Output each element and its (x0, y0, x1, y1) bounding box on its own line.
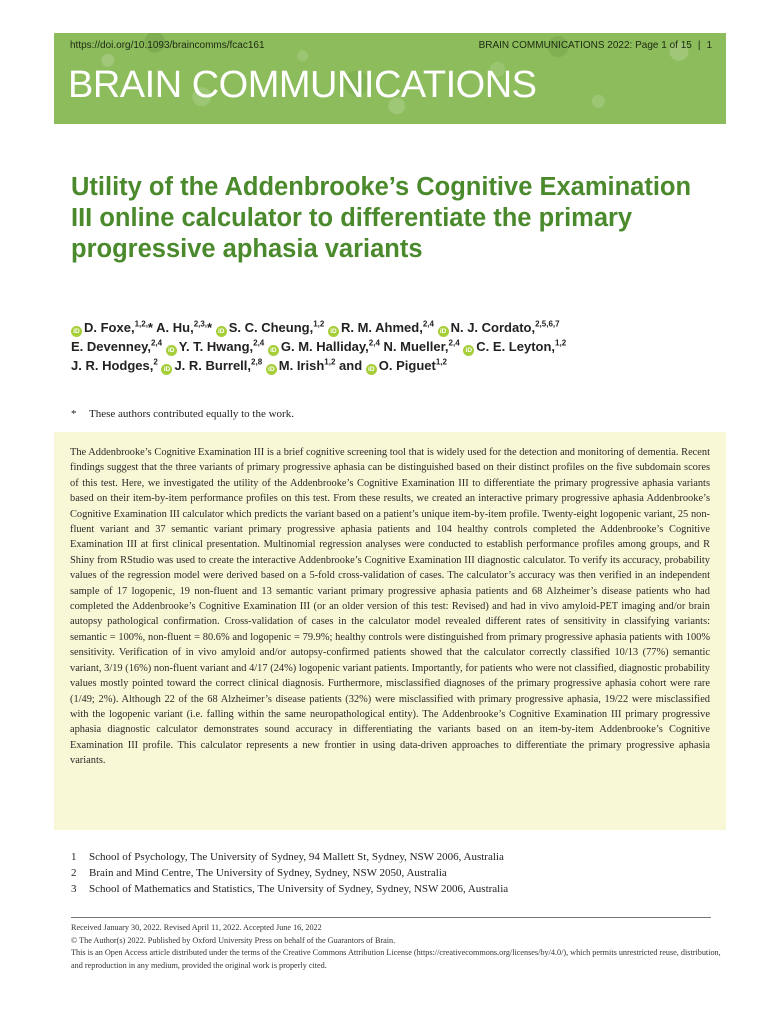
affiliation-item (71, 865, 711, 881)
author-affiliation: 2,4 (150, 338, 163, 348)
author-name: R. M. Ahmed, (340, 320, 423, 335)
affiliation-text: Brain and Mind Centre, The University of Sydney, Sydney, NSW 2050, Australia (89, 867, 447, 879)
author-marker: * (207, 320, 213, 335)
affiliation-item (71, 881, 711, 897)
header-separator: | (697, 40, 701, 51)
orcid-icon[interactable]: iD (166, 345, 177, 356)
article-title: Utility of the Addenbrooke’s Cognitive Examination III online calculator to differentiate the primary progressive aphasia variants (71, 173, 692, 263)
affiliation-number: 1 (71, 851, 77, 863)
author-entry (156, 320, 212, 335)
author-name: J. R. Burrell, (174, 358, 252, 373)
orcid-icon[interactable]: iD (216, 326, 227, 337)
affiliation-text: School of Psychology, The University of Sydney, 94 Mallett St, Sydney, NSW 2006, Australia (89, 851, 504, 863)
author-entry (166, 339, 265, 354)
journal-title: BRAIN COMMUNICATIONS (68, 64, 537, 106)
footer-divider (71, 917, 711, 918)
author-affiliation: 2,4 (448, 338, 460, 348)
orcid-icon[interactable]: iD (71, 326, 82, 337)
author-name: N. J. Cordato, (450, 320, 536, 335)
orcid-icon[interactable]: iD (463, 345, 474, 356)
author-affiliation: 2,8 (251, 357, 263, 367)
author-name: M. Irish (278, 358, 325, 373)
author-name: N. Mueller, (383, 339, 449, 354)
author-affiliation: 1,2 (555, 338, 567, 348)
author-entry (268, 339, 380, 354)
author-affiliation: 2 (153, 357, 158, 367)
page-info (479, 40, 712, 51)
author-affiliation: 2,4 (368, 338, 380, 348)
author-marker: * (147, 320, 153, 335)
page-number: 1 (706, 40, 712, 51)
journal-banner (54, 33, 726, 124)
abstract-text: The Addenbrooke’s Cognitive Examination III is a brief cognitive screening tool that is widely used for the detection and monitoring of dementia. Recent findings suggest that the three variants of primary progressive aphasia can be distinguished based on their distinct profiles on the five subdomain scores of this test. Here, we investigated the utility of the Addenbrooke’s Cognitive Examination III to differentiate the primary progressive aphasia variants based on their item-by-item performance profiles on this test. From these results, we created an interactive primary progressive aphasia Addenbrooke’s Cognitive Examination III calculator which predicts the variant based on a patient’s unique item-by-item profile. Twenty-eight logopenic variant, 25 non-fluent variant and 37 semantic variant primary progressive aphasia patients and 104 healthy controls completed the Addenbrooke’s Cognitive Examination III at first clinical presentation. Multinomial regression analyses were conducted to establish performance profiles among groups, and R Shiny from RStudio was used to create the interactive Addenbrooke’s Cognitive Examination III diagnostic calculator. To verify its accuracy, probability values of the regression model were derived based on a 5-fold cross-validation of cases. The calculator’s accuracy was then verified in an independent sample of 17 logopenic, 19 non-fluent and 13 semantic variant primary progressive aphasia patients and 68 Alzheimer’s disease patients who had completed the Addenbrooke’s Cognitive Examination III (or an older version of this test: Revised) and had in vivo amyloid-PET imaging and/or brain autopsy pathological confirmation. Cross-validation of cases in the calculator model revealed different rates of sensitivity in classifying variants: semantic = 100%, non-fluent = 80.6% and logopenic = 79.9%; healthy controls were distinguished from primary progressive aphasia patients with 100% sensitivity. Verification of in vivo amyloid and/or autopsy-confirmed patients showed that the calculator correctly classified 10/13 (77%) semantic variant, 3/19 (16%) non-fluent variant and 4/17 (24%) logopenic variant patients. Importantly, for patients who were not classified, diagnostic probability values mostly pointed toward the correct clinical diagnosis. Furthermore, misclassified diagnoses of the primary progressive aphasia cohort were rare (1/49; 2%). Although 22 of the 68 Alzheimer’s disease patients (32%) were misclassified with primary progressive aphasia, 19/22 were misclassified with the logopenic variant (i.e. falling within the same neuropathological entity). The Addenbrooke’s Cognitive Examination III primary progressive aphasia diagnostic calculator demonstrates sound accuracy in differentiating the variants based on an item-by-item Addenbrooke’s Cognitive Examination III profile. This calculator represents a new frontier in using data-driven approaches to differentiate the primary progressive aphasia variants. (70, 447, 710, 767)
author-name: A. Hu, (156, 320, 194, 335)
author-entry (71, 320, 153, 335)
author-entry (71, 339, 162, 354)
author-affiliation: 2,5,6,7 (535, 319, 560, 329)
author-entry (366, 358, 447, 373)
article-footer (71, 922, 721, 972)
author-affiliation: 2,4 (253, 338, 265, 348)
affiliation-text: School of Mathematics and Statistics, The University of Sydney, Sydney, NSW 2006, Australia (89, 883, 509, 895)
author-entry (463, 339, 566, 354)
author-entry (161, 358, 262, 373)
author-entry (216, 320, 325, 335)
orcid-icon[interactable]: iD (438, 326, 449, 337)
received-dates: Received January 30, 2022. Revised April 11, 2022. Accepted June 16, 2022 (71, 923, 322, 932)
author-name: E. Devenney, (71, 339, 151, 354)
author-affiliation: 1,2 (324, 357, 336, 367)
author-name: J. R. Hodges, (71, 358, 154, 373)
author-entry (438, 320, 560, 335)
copyright-notice: © The Author(s) 2022. Published by Oxford University Press on behalf of the Guarantors of Brain. (71, 935, 396, 945)
author-affiliation: 2,4 (422, 319, 434, 329)
author-list (71, 318, 731, 375)
author-entry (71, 358, 158, 373)
author-name: Y. T. Hwang, (178, 339, 254, 354)
affiliation-number: 3 (71, 883, 77, 895)
author-affiliation: 1,2, (134, 319, 148, 329)
orcid-icon[interactable]: iD (366, 364, 377, 375)
abstract-box (54, 432, 726, 830)
footnote-marker: * (71, 408, 77, 420)
author-name: C. E. Leyton, (476, 339, 556, 354)
author-affiliation: 2,3, (193, 319, 208, 329)
author-affiliation: 1,2 (313, 319, 325, 329)
equal-contribution-note (71, 408, 294, 420)
author-name: D. Foxe, (84, 320, 135, 335)
author-entry (328, 320, 434, 335)
license-notice: This is an Open Access article distributed under the terms of the Creative Commons Attribution License (https://creativecommons.org/licenses/by/4.0/), which permits unrestricted reuse, distribution, and reproduction in any medium, provided the original work is properly cited. (71, 948, 721, 970)
affiliation-list (71, 849, 711, 897)
author-name: G. M. Halliday, (280, 339, 369, 354)
doi-link[interactable]: https://doi.org/10.1093/braincomms/fcac161 (70, 40, 265, 51)
orcid-icon[interactable]: iD (328, 326, 339, 337)
author-conjunction: and (335, 358, 363, 373)
orcid-icon[interactable]: iD (161, 364, 172, 375)
author-entry (266, 358, 362, 373)
author-name: S. C. Cheung, (228, 320, 314, 335)
author-affiliation: 1,2 (435, 357, 447, 367)
affiliation-item (71, 849, 711, 865)
author-name: O. Piguet (378, 358, 436, 373)
orcid-icon[interactable]: iD (268, 345, 279, 356)
footnote-text: These authors contributed equally to the work. (89, 408, 294, 420)
orcid-icon[interactable]: iD (266, 364, 277, 375)
affiliation-number: 2 (71, 867, 77, 879)
journal-page-range: BRAIN COMMUNICATIONS 2022: Page 1 of 15 (478, 40, 692, 51)
author-entry (384, 339, 460, 354)
